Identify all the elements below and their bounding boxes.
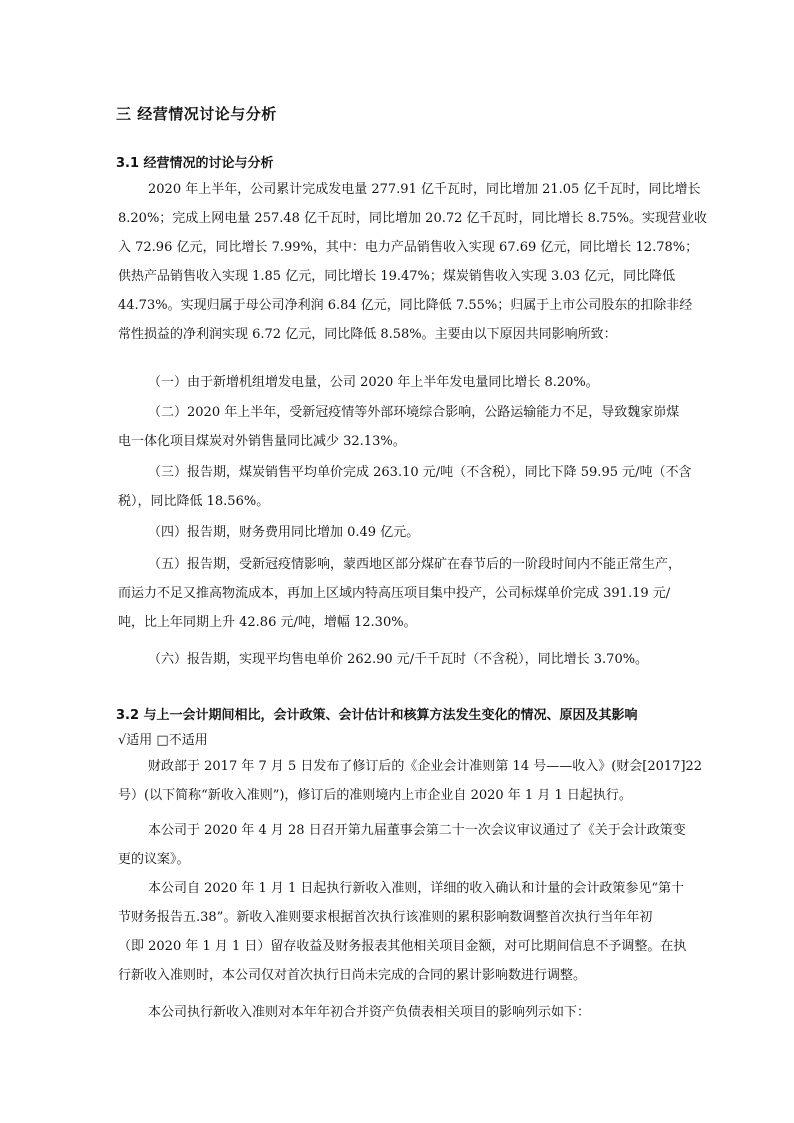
paragraph-adoption xyxy=(118,874,687,990)
paragraph-new-standard xyxy=(118,752,703,810)
reason-item-4 xyxy=(118,518,678,547)
text-line: （三）报告期，煤炭销售平均单价完成 263.10 元/吨（不含税），同比下降 59.95 元/吨（不含 xyxy=(148,465,692,480)
text-line: 入 72.96 亿元，同比增长 7.99%，其中：电力产品销售收入实现 67.69 亿元，同比增长 12.78%； xyxy=(118,240,699,255)
text-line: （六）报告期，实现平均售电单价 262.90 元/千千瓦时（不含税），同比增长 3.70%。 xyxy=(148,652,649,667)
text-line: （一）由于新增机组增发电量，公司 2020 年上半年发电量同比增长 8.20%。 xyxy=(148,375,599,390)
text-line: （二）2020 年上半年，受新冠疫情等外部环境综合影响，公路运输能力不足，导致魏家峁煤 xyxy=(148,405,680,420)
text-line: 更的议案》。 xyxy=(118,852,190,867)
paragraph-summary xyxy=(118,175,707,349)
reason-item-3 xyxy=(118,458,692,516)
reason-item-5 xyxy=(118,550,682,637)
text-line: 行新收入准则时，本公司仅对首次执行日尚未完成的合同的累计影响数进行调整。 xyxy=(118,968,587,983)
text-line: 8.20%；完成上网电量 257.48 亿千瓦时，同比增加 20.72 亿千瓦时，同比增长 8.75%。实现营业收 xyxy=(118,211,707,226)
text-line: 财政部于 2017 年 7 月 5 日发布了修订后的《企业会计准则第 14 号——收入》(财会[2017]22 xyxy=(148,759,703,774)
text-line: 本公司执行新收入准则对本年年初合并资产负债表相关项目的影响列示如下： xyxy=(148,1005,591,1020)
text-line: 节财务报告五.38”。新收入准则要求根据首次执行该准则的累积影响数调整首次执行当年年初 xyxy=(118,910,653,925)
reason-item-1 xyxy=(118,368,678,397)
applicable-checkbox-line: √适用 □不适用 xyxy=(118,733,208,748)
text-line: 而运力不足又推高物流成本，再加上区域内特高压项目集中投产，公司标煤单价完成 391.19 元/ xyxy=(118,586,671,601)
text-line: 号）(以下简称“新收入准则”)，修订后的准则境内上市企业自 2020 年 1 月 1 日起执行。 xyxy=(118,788,632,803)
text-line: 税），同比降低 18.56%。 xyxy=(118,494,270,509)
reason-item-2 xyxy=(118,398,678,456)
text-line: （即 2020 年 1 月 1 日）留存收益及财务报表其他相关项目金额，对可比期间信息不予调整。在执 xyxy=(118,939,687,954)
text-line: 本公司于 2020 年 4 月 28 日召开第九届董事会第二十一次会议审议通过了《关于会计政策变 xyxy=(148,823,686,838)
text-line: 2020 年上半年，公司累计完成发电量 277.91 亿千瓦时，同比增加 21.05 亿千瓦时，同比增长 xyxy=(148,182,701,197)
paragraph-impact-intro xyxy=(118,998,678,1027)
text-line: （五）报告期，受新冠疫情影响，蒙西地区部分煤矿在春节后的一阶段时间内不能正常生产， xyxy=(148,557,682,572)
heading-3-1: 3.1 经营情况的讨论与分析 xyxy=(116,156,274,171)
text-line: 电一体化项目煤炭对外销售量同比减少 32.13%。 xyxy=(118,434,406,449)
text-line: 供热产品销售收入实现 1.85 亿元，同比增长 19.47%；煤炭销售收入实现 3.03 亿元，同比降低 xyxy=(118,269,676,284)
text-line: （四）报告期，财务费用同比增加 0.49 亿元。 xyxy=(148,525,420,540)
heading-3-2: 3.2 与上一会计期间相比，会计政策、会计估计和核算方法发生变化的情况、原因及其影响 xyxy=(116,708,638,723)
paragraph-board-meeting xyxy=(118,816,686,874)
reason-item-6 xyxy=(118,645,678,674)
section-title: 三 经营情况讨论与分析 xyxy=(116,105,277,123)
text-line: 本公司自 2020 年 1 月 1 日起执行新收入准则，详细的收入确认和计量的会计政策参见“第十 xyxy=(148,881,685,896)
text-line: 44.73%。实现归属于母公司净利润 6.84 亿元，同比降低 7.55%；归属于上市公司股东的扣除非经 xyxy=(118,298,693,313)
text-line: 吨，比上年同期上升 42.86 元/吨，增幅 12.30%。 xyxy=(118,615,417,630)
text-line: 常性损益的净利润实现 6.72 亿元，同比降低 8.58%。主要由以下原因共同影响所致： xyxy=(118,327,617,342)
